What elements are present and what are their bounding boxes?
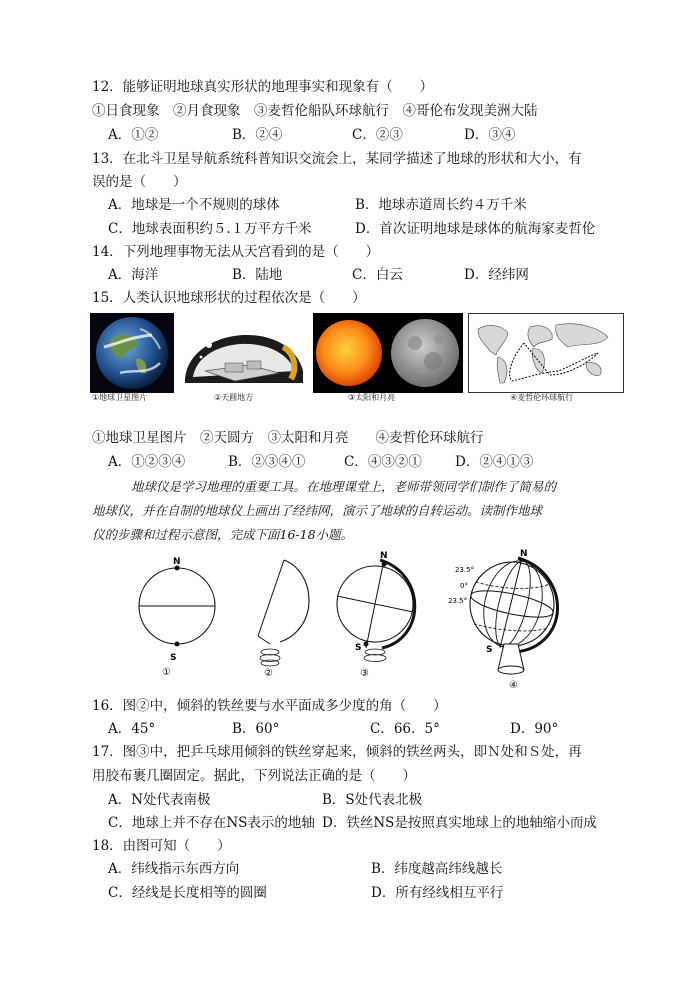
q18-option-d: D．所有经线相互平行	[371, 885, 504, 901]
caption-1: ①地球卫星图片	[92, 393, 148, 402]
q17-stem-line2: 用胶布裹几圈固定。据此，下列说法正确的是（ ）	[92, 768, 416, 784]
q15-items: ①地球卫星图片 ②天圆方 ③太阳和月亮 ④麦哲伦环球航行	[92, 430, 484, 446]
q17-option-d: D．铁丝NS是按照真实地球上的地轴缩小而成	[322, 815, 597, 831]
fig4-number: ④	[509, 680, 518, 691]
q17-stem-line1: 17．图③中，把乒乓球用倾斜的铁丝穿起来，倾斜的铁丝两头，即Ｎ处和Ｓ处，再	[92, 744, 582, 760]
caption-2: ②天圆地方	[214, 393, 254, 402]
q13-stem-line1: 13．在北斗卫星导航系统科普知识交流会上，某同学描述了地球的形状和大小，有	[92, 151, 582, 167]
q14-stem: 14．下列地理事物无法从天宫看到的是（ ）	[92, 244, 380, 260]
round-sky-square-earth-image	[179, 313, 307, 393]
q16-option-c: C．66．5°	[370, 721, 440, 737]
q17-option-a: A．N处代表南极	[108, 792, 211, 808]
q16-option-d: D．90°	[510, 721, 559, 737]
fig3-number: ③	[360, 668, 369, 679]
q14-option-d: D．经纬网	[464, 267, 529, 283]
q15-stem: 15．人类认识地球形状的过程依次是（ ）	[92, 290, 366, 306]
q13-option-c: C．地球表面积约５.１万平方千米	[108, 221, 312, 237]
q15-option-c: C．④③②①	[344, 454, 422, 470]
caption-3: ③太阳和月亮	[348, 393, 396, 402]
globe-making-figures	[120, 548, 580, 694]
q15-option-d: D．②④①③	[455, 454, 534, 470]
fig1-north-label: N	[173, 557, 181, 567]
q14-option-b: B．陆地	[232, 267, 283, 283]
sun-and-moon-image	[313, 313, 463, 393]
q18-stem: 18．由图可知（ ）	[92, 838, 231, 854]
q13-option-d: D．首次证明地球是球体的航海家麦哲伦	[355, 221, 596, 237]
fig4-lat-north: 23.5°	[455, 566, 475, 574]
q17-option-c: C．地球上并不存在NS表示的地轴	[108, 815, 315, 831]
q13-stem-line2: 误的是（ ）	[92, 174, 187, 190]
q12-option-d: D．③④	[464, 127, 516, 143]
q15-option-b: B．②③④①	[228, 454, 306, 470]
fig4-south-label: S	[486, 645, 493, 655]
fig4-north-label: N	[520, 549, 528, 559]
q12-items: ①日食现象 ②月食现象 ③麦哲伦船队环球航行 ④哥伦布发现美洲大陆	[92, 103, 538, 119]
passage-line2: 地球仪，并在自制的地球仪上画出了经纬网，演示了地球的自转运动。读制作地球	[92, 503, 543, 518]
q16-stem: 16．图②中，倾斜的铁丝要与水平面成多少度的角（ ）	[92, 698, 447, 714]
fig1-number: ①	[162, 667, 171, 678]
fig3-north-label: N	[380, 551, 388, 561]
q12-stem: 12．能够证明地球真实形状的地理事实和现象有（ ）	[92, 79, 434, 95]
figure-1	[139, 557, 215, 678]
magellan-voyage-map	[468, 313, 624, 393]
fig4-lat-south: 23.5°	[448, 597, 468, 605]
q15-option-a: A．①②③④	[108, 454, 186, 470]
q14-option-a: A．海洋	[108, 267, 159, 283]
q12-option-c: C．②③	[352, 127, 403, 143]
passage-line1: 地球仪是学习地理的重要工具。在地理课堂上，老师带领同学们制作了简易的	[131, 479, 557, 494]
figure-2	[258, 560, 309, 679]
q12-option-a: A．①②	[108, 127, 159, 143]
q14-option-c: C．白云	[352, 267, 403, 283]
q13-option-a: A．地球是一个不规则的球体	[108, 197, 280, 213]
figure-4	[448, 549, 558, 691]
q13-option-b: B．地球赤道周长约４万千米	[355, 197, 527, 213]
q18-option-c: C．经线是长度相等的圆圈	[108, 885, 267, 901]
q12-option-b: B．②④	[232, 127, 283, 143]
passage-line3: 仪的步骤和过程示意图，完成下面16-18小题。	[92, 527, 354, 542]
fig1-south-label: S	[170, 653, 177, 663]
figure-3	[337, 551, 415, 679]
q16-option-a: A．45°	[108, 721, 156, 737]
q18-option-b: B．纬度越高纬线越长	[371, 861, 503, 877]
fig3-south-label: S	[355, 643, 362, 653]
q16-option-b: B．60°	[232, 721, 280, 737]
q17-option-b: B．S处代表北极	[322, 792, 423, 808]
earth-satellite-image	[90, 313, 174, 393]
q18-option-a: A．纬线指示东西方向	[108, 861, 240, 877]
fig4-lat-equator: 0°	[460, 582, 468, 590]
caption-4: ④麦哲伦环球航行	[510, 393, 574, 402]
fig2-number: ②	[264, 668, 273, 679]
